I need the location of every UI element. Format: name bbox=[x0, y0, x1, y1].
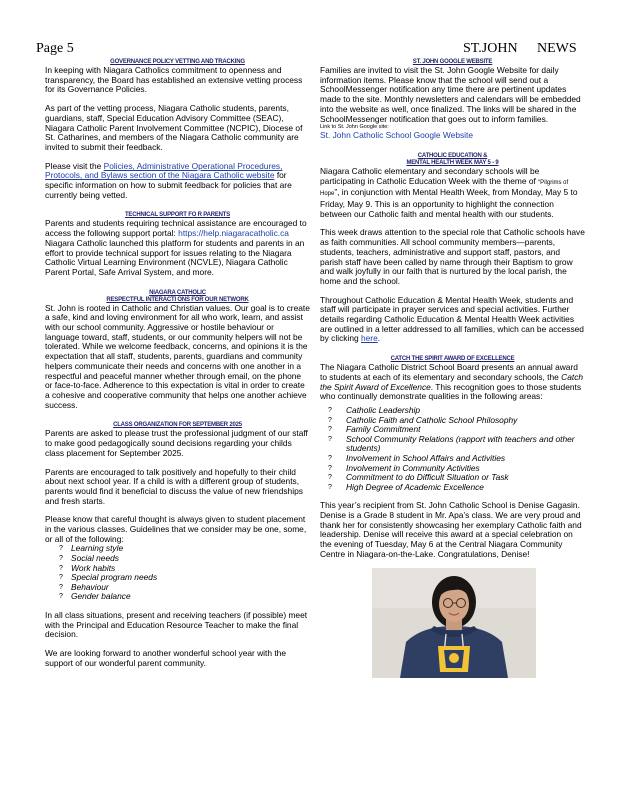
list-item: ? Learning style bbox=[59, 543, 124, 554]
header-news: NEWS bbox=[537, 41, 577, 56]
list-item: ? Catholic Faith and Catholic School Philosophy bbox=[328, 414, 518, 425]
google-website-link[interactable]: St. John Catholic School Google Website bbox=[320, 130, 474, 141]
support-portal-link[interactable]: https://help.niagaracatholic.ca bbox=[178, 228, 289, 239]
left-column bbox=[45, 59, 310, 669]
google-website-p1: Families are invited to visit the St. John Google Website for daily information items. Please know that the school will send out a SchoolMessenger notification any time there are pertinent updates made to the site. Monthly newsletters and calendars will be embedded into the website as well, once finalized. The links will be shared in the SchoolMessenger notification that goes out to inform families. bbox=[320, 65, 581, 124]
class-org-p3: Please know that careful thought is always given to student placement in the various classes. Guidelines that we consider may be one, some, or all of the following: bbox=[45, 514, 307, 544]
header-school-name: ST.JOHN bbox=[463, 41, 518, 56]
catch-spirit-heading: CATCH THE SPIRIT AWARD OF EXCELLENCE bbox=[390, 356, 515, 363]
list-item: ? Family Commitment bbox=[328, 424, 421, 435]
google-site-caption: Link to St. John Google site: bbox=[320, 124, 389, 131]
list-item: ? Behaviour bbox=[59, 581, 109, 592]
list-item: ? Commitment to do Difficult Situation or Task bbox=[328, 472, 509, 483]
class-org-heading: CLASS ORGANIZATION FOR SEPTEMBER 2025 bbox=[113, 422, 242, 429]
catholic-ed-heading-line2: MENTAL HEALTH WEEK MAY 5 - 9 bbox=[406, 159, 499, 166]
catholic-ed-p1: Niagara Catholic elementary and secondary schools will be participating in Catholic Education Week with the theme of “Pilgrims of Hope”, in conjunction with Mental Health Week, from Monday, May 5 to Friday, May 9. This is an opportunity to highlight the connection between our Catholic faith and mental health with our students. bbox=[320, 165, 578, 219]
page-number: Page 5 bbox=[36, 41, 74, 56]
student-photo bbox=[372, 568, 536, 678]
letter-here-link[interactable]: here bbox=[360, 333, 378, 344]
list-item: ? Involvement in Community Activities bbox=[328, 462, 480, 473]
guidelines-list bbox=[45, 544, 310, 602]
class-org-p4: In all class situations, present and receiving teachers (if possible) meet with the Principal and Education Resource Teacher to make the final decision. bbox=[45, 609, 308, 640]
list-item: ? Special program needs bbox=[59, 572, 158, 583]
tech-support-p1: Parents and students requiring technical assistance are encouraged to access the following support portal: https://help.niagaracatholic.ca Niagara Catholic launched this platform for students and parents in an effort to provide technical support for issues relating to the Niagara Catholic Virtual Learning Environment (NCVLE), Niagara Catholic Parent Portal, Safe Arrival System, and more. bbox=[45, 218, 307, 277]
respectful-heading-line1: NIAGARA CATHOLIC bbox=[149, 289, 206, 296]
list-item: ? School Community Relations (rapport with teachers and other students) bbox=[328, 433, 575, 454]
google-website-heading: ST. JOHN GOOGLE WEBSITE bbox=[412, 59, 493, 65]
governance-heading: GOVERNANCE POLICY VETTING AND TRACKING bbox=[110, 59, 245, 65]
list-item: ? High Degree of Academic Excellence bbox=[328, 481, 484, 492]
class-org-p2: Parents are encouraged to talk positively and hopefully to their child about next school year. If a child is with a different group of students, parents would find it beneficial to discuss the value of new friendships and fresh starts. bbox=[45, 466, 303, 506]
catholic-ed-heading-line1: CATHOLIC EDUCATION & bbox=[417, 152, 488, 159]
qualities-list bbox=[320, 406, 585, 492]
catch-spirit-p2: This year’s recipient from St. John Catholic School is Denise Gagasin. Denise is a Grade 8 student in Mr. Apa’s class. We are very proud and thank her for consistently showcasing her exemplary Catholic faith and leadership. Denise will receive this award at a special celebration on the evening of Tuesday, May 6 at the Central Niagara Community Centre in Niagara-on-the-Lake. Congratulations, Denise! bbox=[320, 500, 582, 559]
catholic-ed-p3: Throughout Catholic Education & Mental Health Week, students and staff will participate in prayer services and special activities. Further details regarding Catholic Education & Mental Health Week activities are outlined in a letter addressed to all families, which can be accessed by clicking here. bbox=[320, 294, 584, 344]
catholic-ed-p2: This week draws attention to the special role that Catholic schools have as faith communities. All school community members—parents, students, teachers, administrative and support staff, pastors, and parish staff have been called by name through their Baptism to grow and walk joyfully in our faith that is nurtured by the local parish, the home and the school. bbox=[320, 227, 585, 286]
right-column bbox=[320, 59, 585, 678]
respectful-p1: St. John is rooted in Catholic and Christian values. Our goal is to create a safe, kind and loving environment for all who work, learn, and assist with our school community. Aggressive or hostile behaviour or language toward, staff, students, or our community helpers will not be tolerated. While we welcome feedback, concerns, and opinions it is the expectation that all staff, students, parents, guardians and community helpers communicate their needs and concerns with one another in a respectful and peaceful manner whether through email, on the phone or face-to-face. Adherence to this expectation is vital in order to create a cohesive and cooperative community that helps one another achieve success. bbox=[45, 302, 310, 410]
class-org-p1: Parents are asked to please trust the professional judgment of our staff to make good pedagogically sound decisions regarding your childs class placement for September 2025. bbox=[45, 428, 308, 458]
governance-p2: As part of the vetting process, Niagara Catholic students, parents, guardians, staff, Special Education Advisory Committee (SEAC), Niagara Catholic Parent Involvement Committee (NCPIC), Diocese of St. Catharines, and members of the Niagara Catholic community are invited to submit their feedback. bbox=[45, 103, 303, 152]
governance-p1: In keeping with Niagara Catholics commitment to openness and transparency, the Board has established an extensive vetting process for its Governance Policies. bbox=[45, 65, 303, 95]
list-item: ? Catholic Leadership bbox=[328, 404, 421, 415]
student-photo-illustration bbox=[372, 568, 536, 678]
tech-support-heading: TECHNICAL SUPPORT FO R PARENTS bbox=[124, 212, 231, 219]
list-item: ? Gender balance bbox=[59, 591, 131, 602]
policies-link[interactable]: Policies, Administrative Operational Procedures, Protocols, and Bylaws section of the Niagara Catholic website bbox=[45, 160, 283, 181]
list-item: ? Work habits bbox=[59, 562, 116, 573]
list-item: ? Social needs bbox=[59, 553, 119, 564]
catch-spirit-p1: The Niagara Catholic District School Board presents an annual award to students at each of its elementary and secondary schools, the Catch the Spirit Award of Excellence. This recognition goes to those students who continually demonstrate qualities in the following areas: bbox=[320, 362, 584, 402]
list-item: ? Involvement in School Affairs and Activities bbox=[328, 452, 506, 463]
class-org-p5: We are looking forward to another wonderful school year with the support of our wonderful parent community. bbox=[45, 648, 286, 668]
governance-p3: Please visit the Policies, Administrative Operational Procedures, Protocols, and Bylaws section of the Niagara Catholic website for specific information on how to submit feedback for policies that are currently being vetted. bbox=[45, 160, 292, 200]
respectful-heading-line2: RESPECTFUL INTERACTI ONS FOR OUR NETWORK bbox=[106, 296, 249, 303]
